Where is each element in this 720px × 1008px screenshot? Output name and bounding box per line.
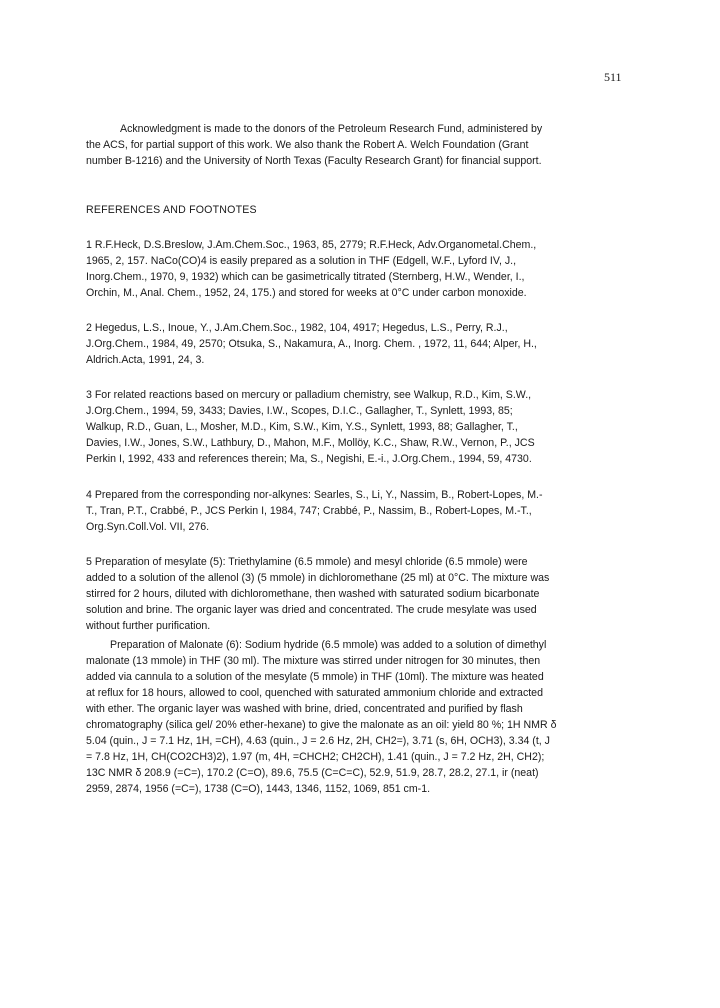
text-line: 2959, 2874, 1956 (=C=), 1738 (C=O), 1443, 1346, 1152, 1069, 851 cm-1.: [86, 783, 431, 795]
text-line: with ether. The organic layer was washed with brine, dried, concentrated and purified by flash: [86, 703, 523, 715]
text-line: Aldrich.Acta, 1991, 24, 3.: [86, 354, 205, 366]
reference-4: [86, 487, 632, 535]
text-line: Orchin, M., Anal. Chem., 1952, 24, 175.) and stored for weeks at 0°C under carbon monoxide.: [86, 287, 527, 299]
text-line: malonate (13 mmole) in THF (30 ml). The mixture was stirred under nitrogen for 30 minutes, then: [86, 655, 541, 667]
text-line: 5.04 (quin., J = 7.1 Hz, 1H, =CH), 4.63 (quin., J = 2.6 Hz, 2H, CH2=), 3.71 (s, 6H, OCH3), 3.34 (t, J: [86, 735, 550, 747]
page-number: 511: [604, 70, 622, 84]
text-line: stirred for 2 hours, diluted with dichloromethane, then washed with saturated sodium bicarbonate: [86, 588, 540, 600]
reference-3: [86, 387, 632, 467]
text-line: the ACS, for partial support of this work. We also thank the Robert A. Welch Foundation (Grant: [86, 139, 529, 151]
text-line: T., Tran, P.T., Crabbé, P., JCS Perkin I, 1984, 747; Crabbé, P., Nassim, B., Robert-Lopes, M.-T.,: [86, 505, 532, 517]
text-line: number B-1216) and the University of North Texas (Faculty Research Grant) for financial support.: [86, 155, 542, 167]
text-line: solution and brine. The organic layer was dried and concentrated. The crude mesylate was used: [86, 604, 537, 616]
text-line: 4 Prepared from the corresponding nor-alkynes: Searles, S., Li, Y., Nassim, B., Robert-Lopes, M.-: [86, 489, 543, 501]
text-line: Preparation of Malonate (6): Sodium hydride (6.5 mmole) was added to a solution of dimethyl: [110, 639, 547, 651]
acknowledgment-paragraph: [86, 121, 632, 169]
text-line: 5 Preparation of mesylate (5): Triethylamine (6.5 mmole) and mesyl chloride (6.5 mmole) were: [86, 556, 528, 568]
text-line: Davies, I.W., Jones, S.W., Lathbury, D., Mahon, M.F., Mollöy, K.C., Shaw, R.W., Vernon, P., JCS: [86, 437, 535, 449]
malonate-paragraph: [86, 637, 632, 797]
text-line: J.Org.Chem., 1994, 59, 3433; Davies, I.W., Scopes, D.I.C., Gallagher, T., Synlett, 1993, 85;: [86, 405, 513, 417]
text-line: at reflux for 18 hours, allowed to cool, quenched with saturated ammonium chloride and extracted: [86, 687, 543, 699]
text-line: without further purification.: [86, 620, 211, 632]
text-line: 1965, 2, 157. NaCo(CO)4 is easily prepared as a solution in THF (Edgell, W.F., Lyford IV, J.,: [86, 255, 517, 267]
text-line: added to a solution of the allenol (3) (5 mmole) in dichloromethane (25 ml) at 0°C. The mixture was: [86, 572, 550, 584]
text-line: added via cannula to a solution of the mesylate (5 mmole) in THF (10ml). The mixture was heated: [86, 671, 544, 683]
references-heading: REFERENCES AND FOOTNOTES: [86, 204, 257, 216]
text-line: Acknowledgment is made to the donors of the Petroleum Research Fund, administered by: [120, 123, 543, 135]
reference-5: [86, 554, 632, 634]
text-line: Perkin I, 1992, 433 and references therein; Ma, S., Negishi, E.-i., J.Org.Chem., 1994, 59, 4730.: [86, 453, 532, 465]
text-line: Walkup, R.D., Guan, L., Mosher, M.D., Kim, S.W., Kim, Y.S., Synlett, 1993, 88; Gallagher, T.,: [86, 421, 518, 433]
text-line: 2 Hegedus, L.S., Inoue, Y., J.Am.Chem.Soc., 1982, 104, 4917; Hegedus, L.S., Perry, R.J.,: [86, 322, 508, 334]
text-line: Org.Syn.Coll.Vol. VII, 276.: [86, 521, 210, 533]
reference-1: [86, 237, 632, 301]
reference-2: [86, 320, 632, 368]
text-line: Inorg.Chem., 1970, 9, 1932) which can be gasimetrically titrated (Sternberg, H.W., Wender, I.,: [86, 271, 525, 283]
text-line: = 7.8 Hz, 1H, CH(CO2CH3)2), 1.97 (m, 4H, =CHCH2; CH2CH), 1.41 (quin., J = 7.2 Hz, 2H, CH2);: [86, 751, 545, 763]
text-line: 1 R.F.Heck, D.S.Breslow, J.Am.Chem.Soc., 1963, 85, 2779; R.F.Heck, Adv.Organometal.Chem.,: [86, 239, 537, 251]
text-line: 3 For related reactions based on mercury or palladium chemistry, see Walkup, R.D., Kim, S.W.,: [86, 389, 532, 401]
text-line: J.Org.Chem., 1984, 49, 2570; Otsuka, S., Nakamura, A., Inorg. Chem. , 1972, 11, 644; Alper, H.,: [86, 338, 537, 350]
text-line: 13C NMR δ 208.9 (=C=), 170.2 (C=O), 89.6, 75.5 (C=C=C), 52.9, 51.9, 28.7, 28.2, 27.1, ir (neat): [86, 767, 539, 779]
text-line: chromatography (silica gel/ 20% ether-hexane) to give the malonate as an oil: yield 80 %; 1H NMR δ: [86, 719, 557, 731]
